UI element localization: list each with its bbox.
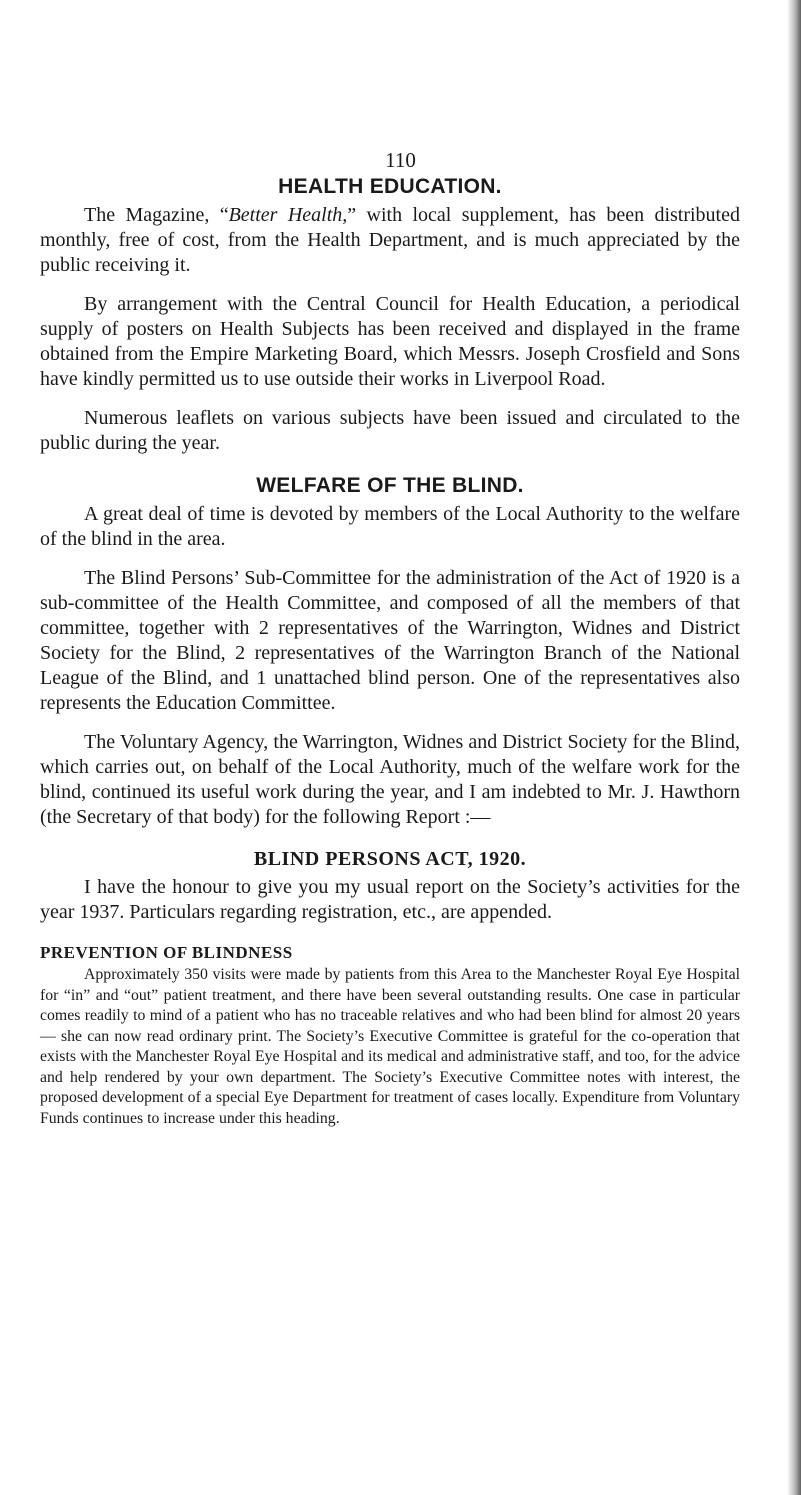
- heading-prevention-blindness: PREVENTION OF BLINDNESS: [40, 943, 293, 962]
- heading-blind-persons-act: BLIND PERSONS ACT, 1920.: [253, 848, 527, 870]
- paragraph-voluntary-agency: The Voluntary Agency, the Warrington, Widnes and District Society for the Blind, which carries out, on behalf of the Local Authority, much of the welfare work for the blind, continued its useful work during the year, and I am indebted to Mr. J. Hawthorn (the Secretary of that body) for the following Report :—: [40, 731, 740, 828]
- paragraph-prevention: Approximately 350 visits were made by patients from this Area to the Manchester Royal Eye Hospital for “in” and “out” patient treatment, and there have been several outstanding results. One case in particular comes readily to mind of a patient who has no traceable relatives and who had been blind for almost 20 years — she can now read ordinary print. The Society’s Executive Committee is grateful for the co-operation that exists with the Manchester Royal Eye Hospital and its medical and administrative staff, and too, for the advice and help rendered by your own department. The Society’s Executive Committee notes with interest, the proposed development of a special Eye Department for treatment of cases locally. Expenditure from Voluntary Funds continues to increase under this heading.: [40, 966, 740, 1127]
- paragraph-leaflets: Numerous leaflets on various subjects have been issued and circulated to the public during the year.: [40, 407, 740, 454]
- paragraph-magazine: [40, 203, 740, 278]
- paragraph-welfare-intro: A great deal of time is devoted by members of the Local Authority to the welfare of the blind in the area.: [40, 503, 740, 550]
- page-number: 110: [385, 148, 416, 172]
- paragraph-posters: By arrangement with the Central Council for Health Education, a periodical supply of posters on Health Subjects has been received and displayed in the frame obtained from the Empire Marketing Board, which Messrs. Joseph Crosfield and Sons have kindly permitted us to use outside their works in Liverpool Road.: [40, 293, 740, 390]
- heading-welfare-blind: WELFARE OF THE BLIND.: [256, 474, 524, 497]
- magazine-text-before: The Magazine, “: [84, 204, 229, 226]
- heading-health-education: HEALTH EDUCATION.: [278, 175, 502, 198]
- page-edge-shadow: [787, 0, 801, 1495]
- paragraph-sub-committee: The Blind Persons’ Sub-Committee for the administration of the Act of 1920 is a sub-committee of the Health Committee, and composed of all the members of that committee, together with 2 representatives of the Warrington, Widnes and District Society for the Blind, 2 representatives of the Warrington Branch of the National League of the Blind, and 1 unattached blind person. One of the representatives also represents the Education Committee.: [40, 567, 740, 714]
- paragraph-honour-report: I have the honour to give you my usual report on the Society’s activities for the year 1937. Particulars regarding registration, etc., are appended.: [40, 876, 740, 923]
- document-page: [40, 175, 740, 1129]
- magazine-title: Better Health,: [228, 204, 348, 226]
- magazine-text-after: ” with local supplement, has been distributed monthly, free of cost, from the Health Department, and is much appreciated by the public receiving it.: [40, 204, 740, 276]
